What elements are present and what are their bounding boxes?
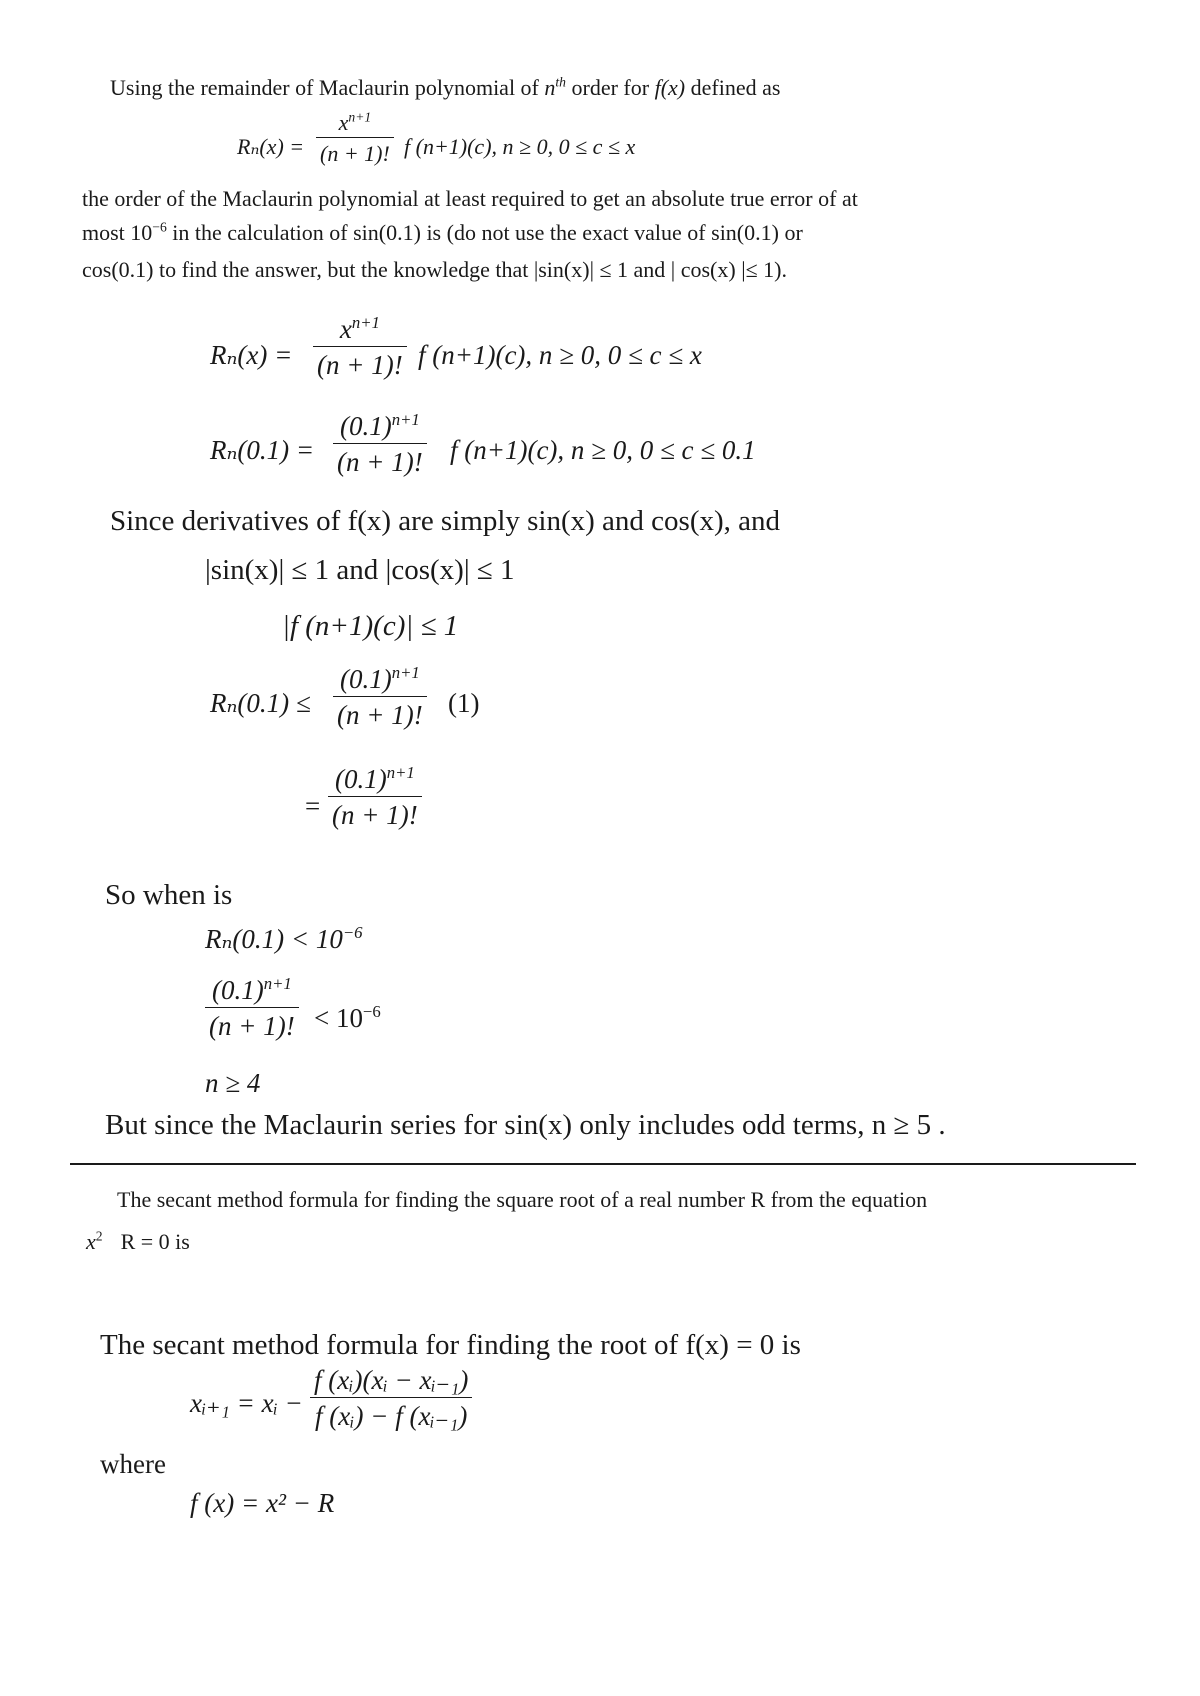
eq1-rhs: f (n+1)(c), n ≥ 0, 0 ≤ c ≤ x xyxy=(418,340,702,370)
cond2-num: (0.1) xyxy=(211,975,264,1005)
eq2-lhs: Rₙ(0.1) = xyxy=(210,435,315,465)
prompt-line-1 xyxy=(110,74,781,100)
small-formula-rhs: f (n+1)(c), n ≥ 0, 0 ≤ c ≤ x xyxy=(404,134,636,159)
ineq-lhs: Rₙ(0.1) ≤ xyxy=(210,688,311,718)
prompt-text-mid: order for xyxy=(566,75,655,100)
secant-den: f (xᵢ) − f (xᵢ₋₁) xyxy=(315,1401,468,1431)
ineq-den: (n + 1)! xyxy=(337,700,423,730)
x-sup: 2 xyxy=(95,1228,103,1244)
condition-1 xyxy=(205,923,363,954)
small-formula-lhs: Rₙ(x) = xyxy=(237,134,305,159)
secant-formula-intro: The secant method formula for finding the root of f(x) = 0 is xyxy=(100,1329,801,1361)
secant-num: f (xᵢ)(xᵢ − xᵢ₋₁) xyxy=(314,1365,469,1395)
ineq-fraction xyxy=(333,663,427,730)
q2-exp: −6 xyxy=(152,219,167,235)
secant-intro-line-1: The secant method formula for finding the square root of a real number R from the equation xyxy=(117,1187,928,1212)
nth-sup: th xyxy=(555,74,566,90)
cond2-exp: −6 xyxy=(362,1002,381,1021)
where-label: where xyxy=(100,1449,166,1479)
q2-pre: most 10 xyxy=(82,220,153,245)
small-num-sup: n+1 xyxy=(348,109,372,125)
section-divider xyxy=(70,1163,1136,1165)
n-result: n ≥ 4 xyxy=(205,1068,261,1098)
cond1-exp: −6 xyxy=(342,923,363,942)
fx-symbol: f(x) xyxy=(654,75,686,100)
eq1-num: x xyxy=(339,314,352,344)
ineq-factor: (1) xyxy=(448,688,480,718)
eq3-num: (0.1) xyxy=(334,764,387,794)
eq3-num-sup: n+1 xyxy=(386,763,415,782)
derivative-bound: |f (n+1)(c)| ≤ 1 xyxy=(282,610,459,642)
cond2-num-sup: n+1 xyxy=(263,974,292,993)
but-line: But since the Maclaurin series for sin(x) only includes odd terms, n ≥ 5 . xyxy=(105,1109,946,1141)
small-den: (n + 1)! xyxy=(320,141,390,166)
line2-rest: R = 0 is xyxy=(120,1229,190,1254)
f-definition: f (x) = x² − R xyxy=(190,1488,335,1518)
secant-lhs: xᵢ₊₁ = xᵢ − xyxy=(190,1388,303,1418)
equals-sign: = xyxy=(305,791,321,821)
x-symbol: x xyxy=(86,1229,96,1254)
eq2-rhs: f (n+1)(c), n ≥ 0, 0 ≤ c ≤ 0.1 xyxy=(450,435,756,465)
secant-fraction xyxy=(310,1367,472,1430)
small-num: x xyxy=(338,110,349,135)
eq1-den: (n + 1)! xyxy=(317,350,403,380)
since-line: Since derivatives of f(x) are simply sin(x) and cos(x), and xyxy=(110,505,781,537)
cond2-den: (n + 1)! xyxy=(209,1011,295,1041)
bound-line: |sin(x)| ≤ 1 and |cos(x)| ≤ 1 xyxy=(205,554,515,586)
q2-post: in the calculation of sin(0.1) is (do not use the exact value of sin(0.1) or xyxy=(166,220,803,245)
ineq-num: (0.1) xyxy=(339,664,392,694)
eq2-num: (0.1) xyxy=(339,411,392,441)
question-line-1: the order of the Maclaurin polynomial at least required to get an absolute true error of at xyxy=(82,186,858,211)
eq1-num-sup: n+1 xyxy=(351,313,380,332)
so-when-line: So when is xyxy=(105,879,233,911)
cond1-lhs: Rₙ(0.1) < 10 xyxy=(205,924,343,954)
eq2-den: (n + 1)! xyxy=(337,447,423,477)
cond2-rhs: < 10 xyxy=(314,1003,363,1033)
cond2-fraction xyxy=(205,974,299,1041)
nth-n: n xyxy=(544,75,556,100)
secant-intro-line-2 xyxy=(86,1228,190,1254)
eq1-lhs: Rₙ(x) = xyxy=(210,340,293,370)
ineq-num-sup: n+1 xyxy=(391,663,420,682)
small-formula-fraction xyxy=(316,109,394,166)
eq1-fraction xyxy=(313,313,407,380)
eq2-fraction xyxy=(333,410,427,477)
prompt-text: Using the remainder of Maclaurin polynomial of xyxy=(110,75,545,100)
prompt-text-post: defined as xyxy=(685,75,781,100)
question-line-3: cos(0.1) to find the answer, but the knowledge that |sin(x)| ≤ 1 and | cos(x) |≤ 1). xyxy=(82,257,787,282)
question-line-2 xyxy=(82,219,803,245)
condition-2-rhs xyxy=(314,1002,381,1033)
eq3-den: (n + 1)! xyxy=(332,800,418,830)
eq3-fraction xyxy=(328,763,422,830)
eq2-num-sup: n+1 xyxy=(391,410,420,429)
